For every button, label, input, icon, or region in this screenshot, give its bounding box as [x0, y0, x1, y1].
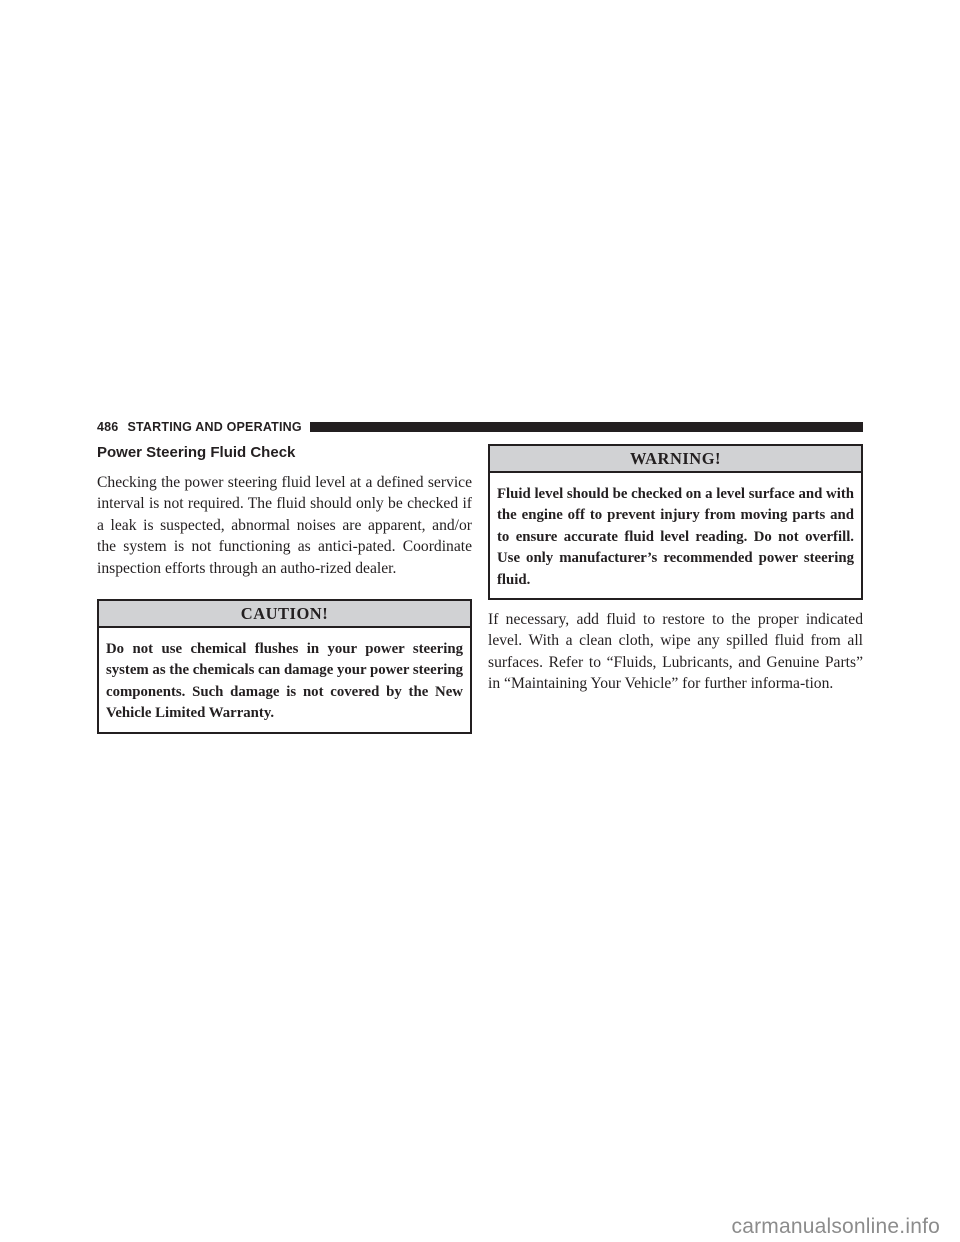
page-number: 486: [97, 420, 119, 434]
warning-box: [488, 444, 863, 600]
header-rule: [310, 422, 863, 432]
left-column: [97, 440, 472, 734]
caution-text: Do not use chemical flushes in your power steering system as the chemicals can damage your power steering components. Such damage is not covered by the New Vehicle Limited Warranty.: [106, 641, 463, 722]
page-header: [97, 420, 863, 434]
refill-paragraph: If necessary, add fluid to restore to the proper indicated level. With a clean cloth, wipe any spilled fluid from all surfaces. Refer to “Fluids, Lubricants, and Genuine Parts” in “Maintaining Your Vehicle” for further informa-tion.: [488, 611, 863, 693]
right-column: [488, 440, 863, 695]
warning-title: WARNING!: [490, 446, 861, 473]
watermark: carmanualsonline.info: [731, 1215, 940, 1238]
caution-box: [97, 599, 472, 734]
section-heading: Power Steering Fluid Check: [97, 444, 296, 461]
warning-text: Fluid level should be checked on a level surface and with the engine off to prevent injury from moving parts and to ensure accurate fluid level reading. Do not overfill. Use only manufacturer’s recommended power steering fluid.: [497, 486, 854, 588]
section-title: STARTING AND OPERATING: [127, 420, 302, 434]
intro-paragraph: Checking the power steering fluid level at a defined service interval is not required. The fluid should only be checked if a leak is suspected, abnormal noises are apparent, and/or the system is not functioning as antici-pated. Coordinate inspection efforts through an autho-rized dealer.: [97, 474, 472, 577]
caution-title: CAUTION!: [99, 601, 470, 628]
